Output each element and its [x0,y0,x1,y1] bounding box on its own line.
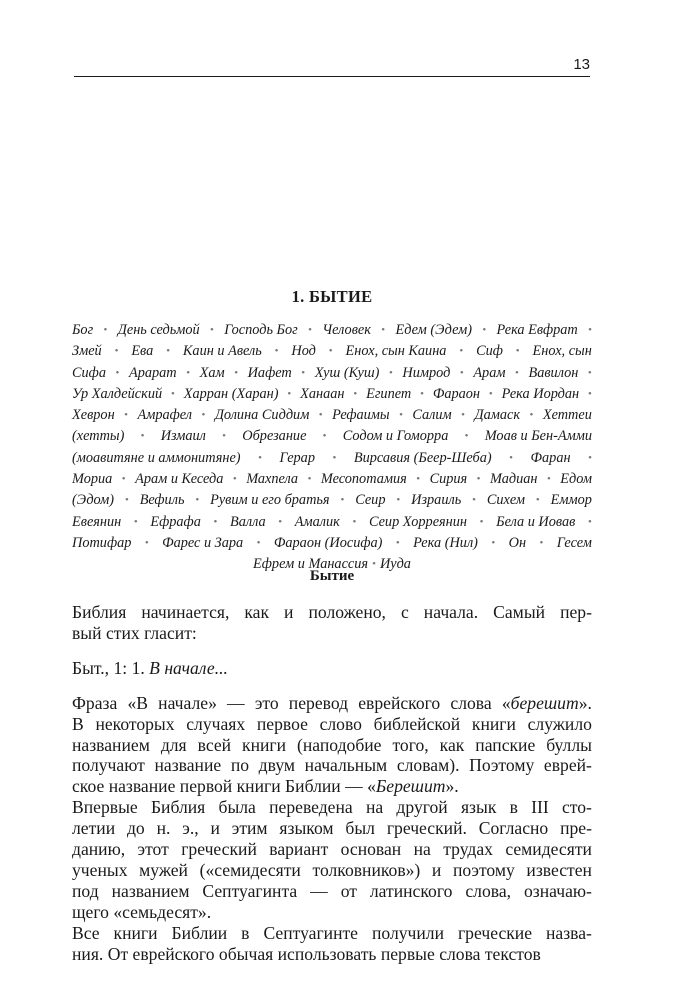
keyword: Иафет [247,364,292,381]
text-line: ское название первой книги Библии — «Берешит». [72,776,459,797]
bullet-separator: • [479,515,484,528]
keyword: Герар [279,449,315,466]
bullet-separator: • [509,451,513,464]
text-line: названием для всей книги (наподобие того, как папские буллы [72,734,592,755]
bullet-separator: • [539,536,544,549]
keyword: (Эдом) [72,492,115,509]
bullet-separator: • [278,515,283,528]
bullet-separator: • [515,345,520,358]
section-title: Бытие [309,568,355,584]
keyword: Хеврон [72,407,115,424]
paragraph-gap [72,644,592,658]
text-line: данию, этот греческий вариант основан на трудах семидесяти [72,839,592,860]
keyword: Валла [229,513,266,530]
text-line: вый стих гласит: [72,622,197,643]
bullet-separator: • [399,409,403,422]
keyword: Хеттеи [542,407,592,424]
bullet-separator: • [587,366,592,379]
keyword: Еммор [550,492,592,509]
keyword: Махпела [246,471,299,488]
bullet-separator: • [381,324,386,336]
keyword: Вирсавия (Беер-Шеба) [353,449,492,466]
keyword: Израиль [411,492,462,509]
keyword: Долина Сиддим [214,407,310,424]
bullet-separator: • [488,387,493,400]
keyword-line [72,384,592,405]
bullet-separator: • [256,536,261,549]
page-number: 13 [573,56,590,73]
keyword: Фарес и Зара [162,534,244,551]
bullet-separator: • [140,430,145,443]
keyword: День седьмой [117,322,200,338]
bullet-separator: • [124,494,129,507]
keyword: Человек [322,322,371,338]
text-line: Все книги Библии в Септуагинте получили греческие назва- [72,922,592,943]
keyword: Содом и Гоморра [342,428,449,445]
keyword: Ханаан [300,385,345,402]
bullet-separator: • [301,366,306,379]
keyword: Амрафел [137,407,193,424]
keyword: Потифар [72,534,132,551]
bullet-separator: • [222,430,227,443]
bullet-separator: • [515,366,519,379]
bullet-separator: • [114,345,119,358]
keyword: Сирия [429,471,468,488]
bullet-separator: • [482,324,487,336]
keyword: Хам [199,364,225,381]
bullet-separator: • [395,536,400,549]
keyword: Арарат [128,364,177,381]
keyword-line [72,512,592,533]
keyword: Нимрод [402,364,451,381]
bullet-separator: • [124,409,129,422]
keyword: Египет [366,385,412,402]
keyword: Сиф [476,343,503,360]
keyword-line [72,490,592,511]
bullet-separator: • [186,366,191,379]
keyword: Енох, сын Каина [345,343,447,360]
text-line: получают название по двум начальным словам). Поэтому еврей- [72,755,592,776]
bullet-separator: • [353,387,358,400]
text-line: летии до н. э., и этим языком был греческий. Согласно пре- [72,818,592,839]
text-line: ния. От еврейского обычая использовать первые слова текстов [72,943,541,964]
keyword: Измаил [160,428,206,445]
bullet-separator: • [332,451,337,464]
keyword: Месопотамия [320,471,407,488]
bullet-separator: • [195,494,200,507]
bullet-separator: • [461,409,466,422]
keyword-line [72,533,592,554]
header-rule [74,76,590,77]
keyword: Ур Халдейский [72,385,163,402]
keyword: Иуда [379,556,411,573]
chapter-keywords [72,320,592,576]
keyword: Река (Нил) [413,534,478,551]
keyword: Дамаск [474,407,521,424]
bullet-separator: • [133,515,138,528]
keyword: Рувим и его братья [210,492,330,509]
bullet-separator: • [588,451,592,464]
keyword: Сеир Хорреянин [368,513,468,530]
chapter-title: 1. БЫТИЕ [291,287,373,306]
bullet-separator: • [103,324,108,336]
keyword: Ефрафа [150,513,201,530]
bullet-separator: • [491,536,496,549]
keyword-line [72,341,592,362]
bullet-separator: • [416,473,421,486]
keyword: Он [508,534,527,551]
bullet-separator: • [274,345,279,358]
keyword: Сифа [72,364,106,381]
keyword: Каин и Авель [182,343,262,360]
bullet-separator: • [258,451,262,464]
keyword: Река Иордан [501,385,580,402]
keyword-line [72,405,592,426]
bullet-separator: • [459,345,464,358]
quote-text: В начале... [149,657,228,678]
bullet-separator: • [234,366,239,379]
bullet-separator: • [322,430,327,443]
bullet-separator: • [459,366,464,379]
keyword-line [72,363,592,384]
bullet-separator: • [529,409,534,422]
keyword: Гесем [556,534,592,551]
keyword: Бог [72,322,94,338]
text-line: ученых мужей («семидесяти толковников») и поэтому известен [72,859,592,880]
bullet-separator: • [287,387,292,400]
keyword: Ефрем и Манассия [253,556,369,573]
bullet-separator: • [535,494,540,507]
bullet-separator: • [587,515,592,528]
bullet-separator: • [201,409,206,422]
keyword: Едем (Эдем) [395,322,472,338]
bullet-separator: • [318,409,323,422]
text-line: под названием Септуагинта — от латинского слова, означаю- [72,880,592,901]
keyword: Река Евфрат [496,322,578,338]
keyword: Салим [412,407,452,424]
bullet-separator: • [372,558,376,571]
bullet-separator: • [308,324,312,336]
text-line: Библия начинается, как и положено, с начала. Самый пер- [72,602,592,622]
paragraph-gap [72,679,592,693]
keyword-line [72,469,592,490]
keyword: Сеир [355,492,386,509]
keyword: (хетты) [72,428,125,445]
scripture-quote [72,658,592,679]
bullet-separator: • [588,387,592,400]
keyword: Бела и Иовав [496,513,576,530]
bullet-separator: • [420,387,424,400]
bullet-separator: • [396,494,401,507]
keyword: (моавитяне и аммонитяне) [72,449,241,466]
bullet-separator: • [307,473,312,486]
keyword: Рефаимы [332,407,390,424]
bullet-separator: • [546,473,551,486]
bullet-separator: • [464,430,469,443]
keyword: Хуш (Куш) [314,364,380,381]
text-line: щего «семьдесят». [72,901,212,922]
bullet-separator: • [171,387,175,400]
keyword: Вефиль [139,492,185,509]
keyword: Нод [291,343,316,360]
text-line: Фраза «В начале» — это перевод еврейского слова «берешит». [72,692,592,713]
keyword: Ева [131,343,154,360]
keyword-line [72,426,592,447]
body-text [72,602,592,965]
bullet-separator: • [144,536,149,549]
keyword: Мориа [72,471,113,488]
bullet-separator: • [352,515,357,528]
keyword: Мадиан [490,471,538,488]
text-line: Впервые Библия была переведена на другой язык в III сто- [72,797,592,818]
keyword: Обрезание [242,428,307,445]
bullet-separator: • [328,345,333,358]
keyword: Сихем [486,492,526,509]
bullet-separator: • [340,494,345,507]
keyword: Змей [72,343,102,360]
bullet-separator: • [121,473,126,486]
keyword: Евеянин [72,513,122,530]
bullet-separator: • [588,324,592,336]
bullet-separator: • [472,494,476,507]
keyword: Моав и Бен-Амми [484,428,592,445]
bullet-separator: • [115,366,120,379]
bullet-separator: • [166,345,171,358]
bullet-separator: • [476,473,481,486]
keyword-line [72,448,592,469]
keyword: Енох, сын [532,343,592,360]
keyword-line [72,320,592,341]
keyword: Едом [560,471,592,488]
keyword: Фараон (Иосифа) [273,534,383,551]
keyword: Арам и Кеседа [135,471,224,488]
keyword: Фараон [432,385,481,402]
bullet-separator: • [232,473,237,486]
quote-reference: Быт., 1: 1. [72,657,150,678]
keyword: Арам [473,364,506,381]
bullet-separator: • [388,366,393,379]
bullet-separator: • [213,515,218,528]
keyword: Господь Бог [224,322,298,338]
keyword: Харран (Харан) [183,385,279,402]
bullet-separator: • [210,324,214,336]
keyword: Вавилон [528,364,579,381]
keyword: Фаран [530,449,571,466]
text-line: В некоторых случаях первое слово библейской книги служило [72,713,592,734]
keyword: Амалик [294,513,340,530]
